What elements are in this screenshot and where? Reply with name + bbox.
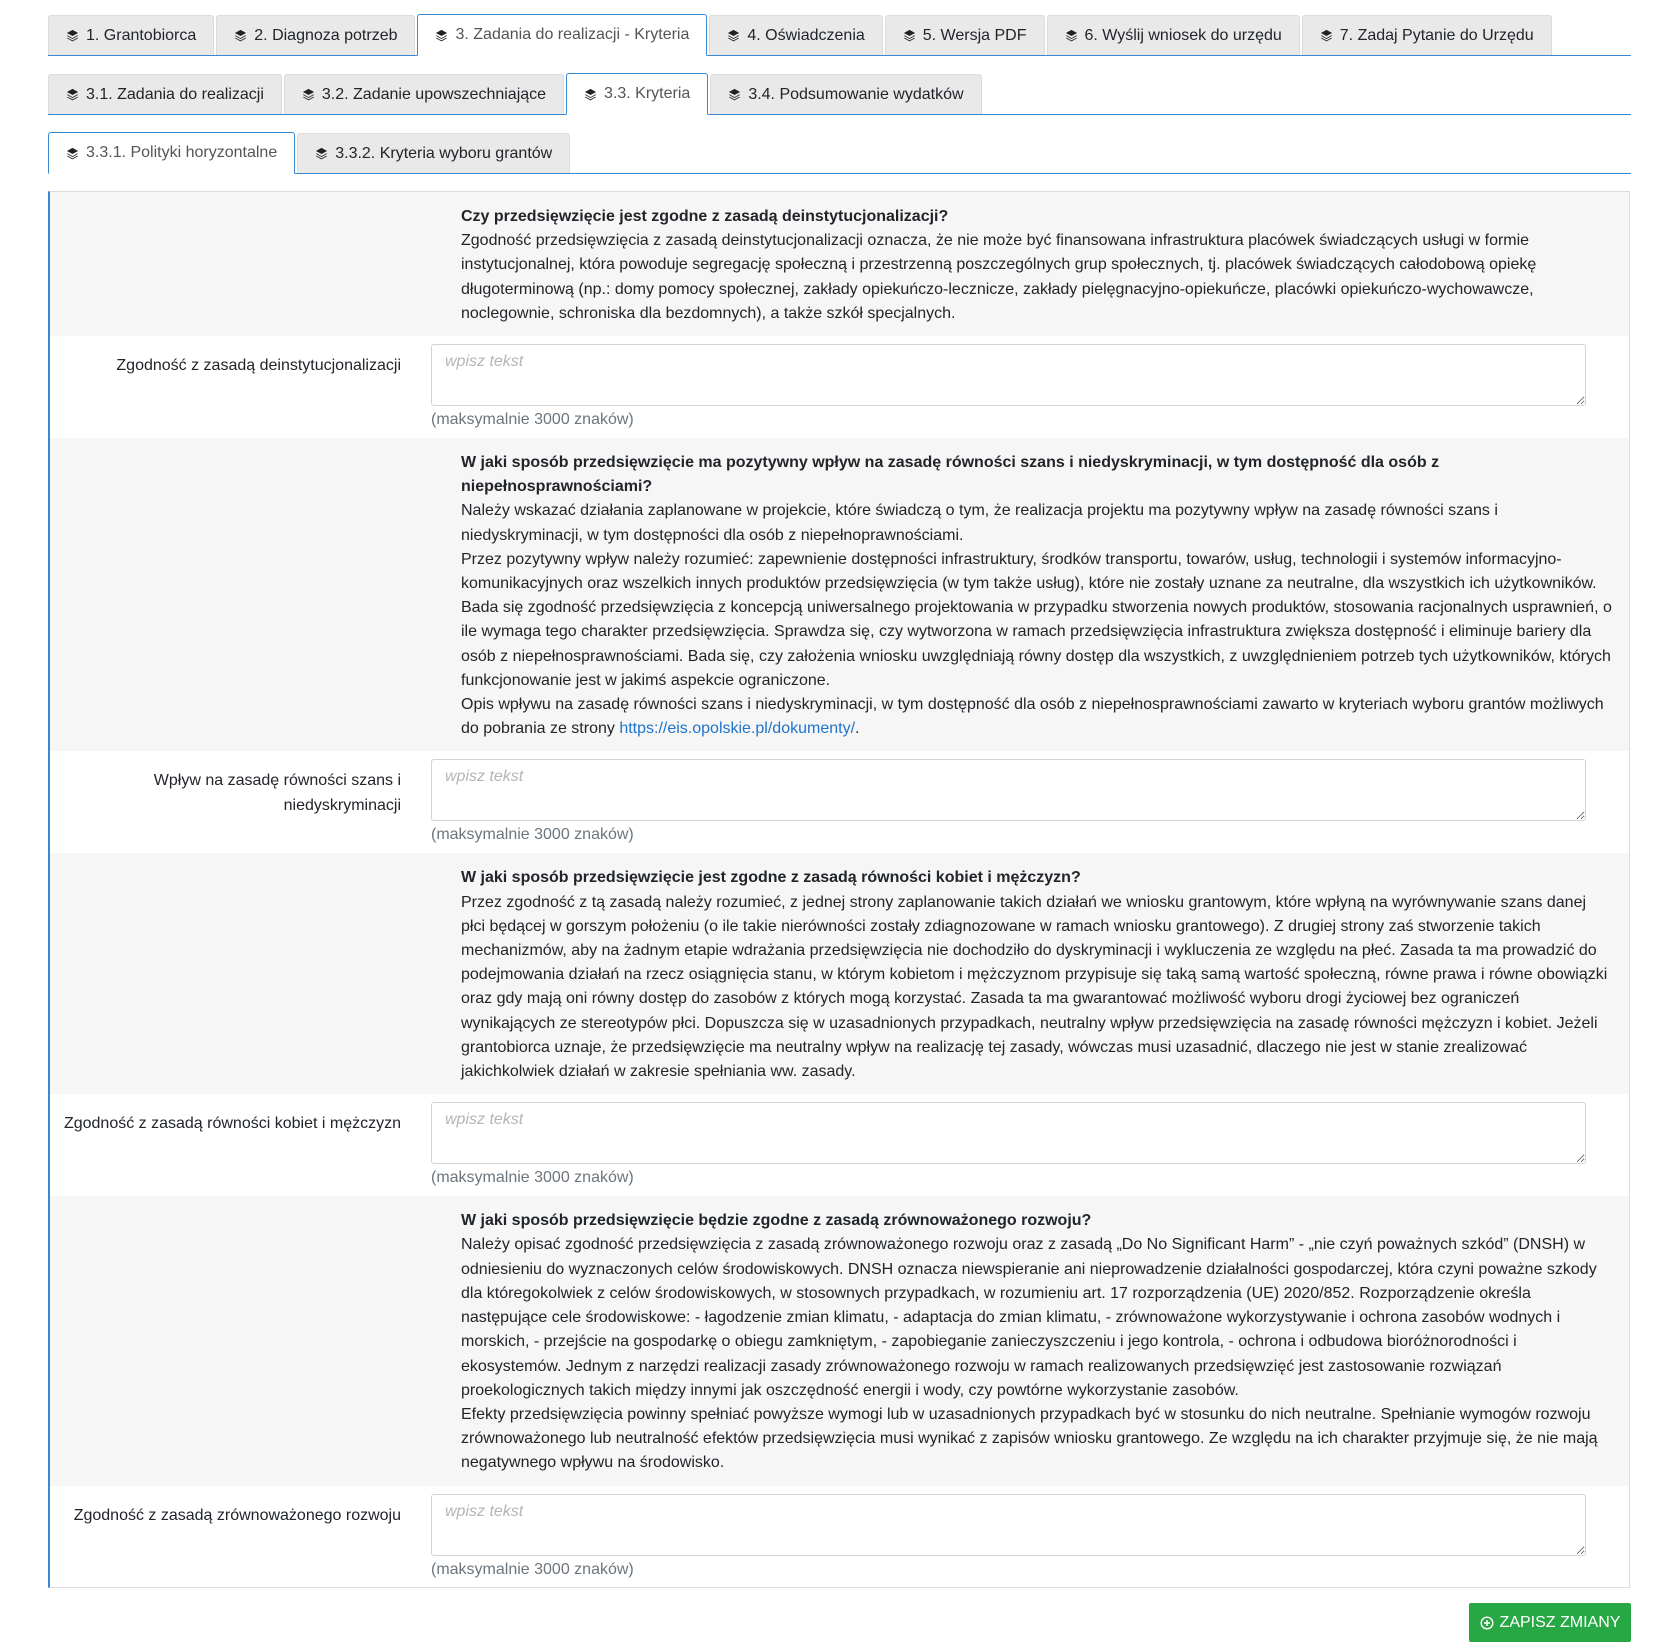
tab-4-o-wiadczenia[interactable] — [709, 15, 882, 55]
tab-label: 3.3.2. Kryteria wyboru grantów — [335, 144, 553, 162]
tab-label: 5. Wersja PDF — [922, 26, 1027, 44]
criterion-paragraph: Należy opisać zgodność przedsięwzięcia z zasadą zrównoważonego rozwoju oraz z zasadą „Do No Significant Harm” - „nie czyń poważnych szkód” (DNSH) w odniesieniu do wyznaczonych celów środowiskowych. DNSH oznacza niewspieranie ani nieprowadzenie działalności gospodarczej, która czyni poważne szkody dla któregokolwiek z celów środowiskowych, w stosownych przypadkach, w rozumieniu art. 17 rozporządzenia (UE) 2020/852. Rozporządzenie określa następujące cele środowiskowe: - łagodzenie zmian klimatu, - adaptacja do zmian klimatu, - zrównoważone wykorzystywanie i ochrona zasobów wodnych i morskich, - przejście na gospodarkę o obiegu zamkniętym, - zapobieganie zanieczyszczeniu i jego kontrola, - ochrona i odbudowa bioróżnorodności i ekosystemów. Jednym z narzędzi realizacji zasady zrównoważonego rozwoju w ramach realizowanych przedsięwzięć jest zastosowanie rozwiązań proekologicznych takich między innymi jak oszczędność energii i wody, czy powtórne wykorzystanie zasobów. — [461, 1236, 1597, 1399]
sub-tabs — [48, 72, 1631, 115]
layers-icon — [727, 29, 740, 42]
tab-3-2-zadanie-upowszechniaj-ce[interactable] — [284, 74, 564, 114]
equal-opportunities-textarea[interactable] — [431, 759, 1586, 821]
layers-icon — [66, 29, 79, 42]
char-limit-hint: (maksymalnie 3000 znaków) — [431, 826, 634, 844]
criterion-description-deinstitutionalization — [50, 192, 1629, 336]
criterion-description-sustainable-development — [50, 1196, 1629, 1485]
tab-label: 4. Oświadczenia — [747, 26, 865, 44]
char-limit-hint: (maksymalnie 3000 znaków) — [431, 1560, 634, 1578]
tab-label: 3.3. Kryteria — [604, 85, 691, 102]
criterion-paragraph-with-link: Opis wpływu na zasadę równości szans i niedyskryminacji, w tym dostępność dla osób z niepełnosprawnościami zawarto w kryteriach wyboru grantów możliwych do pobrania ze strony https://eis.opolskie.pl/dokumenty/. — [461, 696, 1604, 738]
field-label: Zgodność z zasadą równości kobiet i mężczyzn — [63, 1115, 401, 1133]
tab-3-3-1-polityki-horyzontalne[interactable] — [48, 132, 295, 174]
tab-7-zadaj-pytanie-do-urz-du[interactable] — [1302, 15, 1552, 55]
tab-label: 7. Zadaj Pytanie do Urzędu — [1339, 26, 1534, 44]
field-row-equal-opportunities — [50, 751, 1629, 853]
char-limit-hint: (maksymalnie 3000 znaków) — [431, 1169, 634, 1187]
criterion-question: W jaki sposób przedsięwzięcie będzie zgodne z zasadą zrównoważonego rozwoju? — [461, 1212, 1092, 1230]
field-row-sustainable-development — [50, 1486, 1629, 1588]
tab-label: 3.3.1. Polityki horyzontalne — [86, 144, 278, 161]
field-row-gender-equality — [50, 1094, 1629, 1196]
layers-icon — [1320, 29, 1333, 42]
layers-icon — [315, 147, 328, 160]
deinstitutionalization-textarea[interactable] — [431, 344, 1586, 406]
criterion-question: W jaki sposób przedsięwzięcie jest zgodne z zasadą równości kobiet i mężczyzn? — [461, 869, 1081, 887]
gender-equality-textarea[interactable] — [431, 1102, 1586, 1164]
layers-icon — [903, 29, 916, 42]
sustainable-development-textarea[interactable] — [431, 1494, 1586, 1556]
layers-icon — [66, 147, 79, 160]
criterion-description-gender-equality — [50, 853, 1629, 1094]
tab-2-diagnoza-potrzeb[interactable] — [216, 15, 415, 55]
form-panel — [48, 191, 1630, 1588]
tab-label: 2. Diagnoza potrzeb — [254, 26, 398, 44]
tab-1-grantobiorca[interactable] — [48, 15, 214, 55]
criterion-paragraph: Przez zgodność z tą zasadą należy rozumieć, z jednej strony zaplanowanie takich działań we wniosku grantowym, które wpłyną na wyrównywanie szans danej płci będącej w gorszym położeniu (o ile takie nierówności zostały zdiagnozowane w ramach wniosku grantowego). Z drugiej strony zaś stworzenie takich mechanizmów, aby na żadnym etapie wdrażania przedsięwzięcia nie dochodziło do dyskryminacji i wykluczenia ze względu na płeć. Zasada ta ma prowadzić do podejmowania działań na rzecz osiągnięcia stanu, w którym kobietom i mężczyznom przypisuje się taką samą wartość społeczną, równe prawa i równe obowiązki oraz gdy mają oni równy dostęp do zasobów z których mogą korzystać. Zasada ta ma gwarantować możliwość wyboru drogi życiowej bez ograniczeń wynikających ze stereotypów płci. Dopuszcza się w uzasadnionych przypadkach, neutralny wpływ przedsięwzięcia na zasadę równości mężczyzn i kobiet. Jeżeli grantobiorca uznaje, że przedsięwzięcie ma neutralny wpływ na realizację tej zasady, wówczas musi uzasadnić, dlaczego nie jest w stanie zrealizować jakichkolwiek działań w zakresie spełniania ww. zasady. — [461, 893, 1608, 1081]
tab-3-3-2-kryteria-wyboru-grant-w[interactable] — [297, 133, 570, 173]
layers-icon — [728, 88, 741, 101]
documents-link[interactable]: https://eis.opolskie.pl/dokumenty/ — [619, 720, 856, 738]
save-changes-button[interactable] — [1469, 1603, 1631, 1642]
tab-label: 6. Wyślij wniosek do urzędu — [1084, 26, 1282, 44]
field-row-deinstitutionalization — [50, 336, 1629, 438]
field-label: Zgodność z zasadą zrównoważonego rozwoju — [73, 1506, 401, 1524]
tab-3-zadania-do-realizacji-kryteria[interactable] — [417, 14, 707, 56]
tab-label: 3.4. Podsumowanie wydatków — [748, 85, 964, 103]
tab-label: 3.2. Zadanie upowszechniające — [321, 85, 547, 103]
field-label: Zgodność z zasadą deinstytucjonalizacji — [116, 357, 401, 375]
criterion-question: W jaki sposób przedsięwzięcie ma pozytywny wpływ na zasadę równości szans i niedyskryminacji, w tym dostępność dla osób z niepełnosprawnościami? — [461, 454, 1440, 496]
main-tabs — [48, 13, 1631, 56]
save-changes-label: ZAPISZ ZMIANY — [1499, 1613, 1621, 1631]
tab-3-3-kryteria[interactable] — [566, 73, 708, 115]
tab-3-4-podsumowanie-wydatk-w[interactable] — [710, 74, 981, 114]
tab-5-wersja-pdf[interactable] — [885, 15, 1045, 55]
layers-icon — [584, 88, 597, 101]
field-label: Wpływ na zasadę równości szans i niedyskryminacji — [153, 772, 401, 814]
criterion-paragraph: Zgodność przedsięwzięcia z zasadą deinstytucjonalizacji oznacza, że nie może być finansowana infrastruktura placówek świadczących usługi w formie instytucjonalnej, która powoduje segregację społeczną i przestrzenną poszczególnych grup społecznych, tj. placówek świadczących całodobową opiekę długoterminową (np.: domy pomocy społecznej, zakłady opiekuńczo-lecznicze, zakłady pielęgnacyjno-opiekuńcze, placówki opiekuńczo-wychowawcze, noclegownie, schroniska dla bezdomnych), a także szkół specjalnych. — [461, 232, 1537, 322]
layers-icon — [66, 88, 79, 101]
tab-6-wy-lij-wniosek-do-urz-du[interactable] — [1047, 15, 1300, 55]
char-limit-hint: (maksymalnie 3000 znaków) — [431, 411, 634, 429]
criterion-paragraph: Efekty przedsięwzięcia powinny spełniać powyższe wymogi lub w uzasadnionych przypadkach być w stosunku do nich neutralne. Spełnianie wymogów rozwoju zrównoważonego lub neutralność efektów przedsięwzięcia musi wynikać z zapisów wniosku grantowego. Ze względu na ich charakter przyjmuje się, że nie mają negatywnego wpływu na środowisko. — [461, 1405, 1598, 1472]
layers-icon — [234, 29, 247, 42]
tab-label: 1. Grantobiorca — [86, 26, 197, 44]
tab-3-1-zadania-do-realizacji[interactable] — [48, 74, 282, 114]
criterion-paragraph: Przez pozytywny wpływ należy rozumieć: zapewnienie dostępności infrastruktury, środków transportu, towarów, usług, technologii i systemów informacyjno-komunikacyjnych oraz wszelkich innych produktów przedsięwzięcia (w tym także usług), które nie zostały uznane za neutralne, dla wszystkich ich użytkowników. Bada się zgodność przedsięwzięcia z koncepcją uniwersalnego projektowania w przypadku stworzenia nowych produktów, stosowania racjonalnych usprawnień, o ile wymaga tego charakter przedsięwzięcia. Sprawdza się, czy wytworzona w ramach przedsięwzięcia infrastruktura zwiększa dostępność i eliminuje bariery dla osób z niepełnosprawnościami. Bada się, czy założenia wniosku uwzględniają równy dostęp dla wszystkich, z uwzględnieniem potrzeb tych użytkowników, których funkcjonowanie jest w jakimś aspekcie ograniczone. — [461, 550, 1612, 689]
plus-circle-icon — [1480, 1616, 1494, 1630]
tab-label: 3.1. Zadania do realizacji — [86, 85, 264, 103]
layers-icon — [1065, 29, 1078, 42]
layers-icon — [435, 29, 448, 42]
subsub-tabs — [48, 131, 1631, 174]
criterion-question: Czy przedsięwzięcie jest zgodne z zasadą deinstytucjonalizacji? — [461, 208, 949, 225]
layers-icon — [302, 88, 315, 101]
criterion-paragraph: Należy wskazać działania zaplanowane w projekcie, które świadczą o tym, że realizacja projektu ma pozytywny wpływ na zasadę równości szans i niedyskryminacji, w tym dostępności dla osób z niepełnoprawnościami. — [461, 502, 1498, 544]
tab-label: 3. Zadania do realizacji - Kryteria — [455, 26, 690, 43]
criterion-description-equal-opportunities — [50, 438, 1629, 751]
